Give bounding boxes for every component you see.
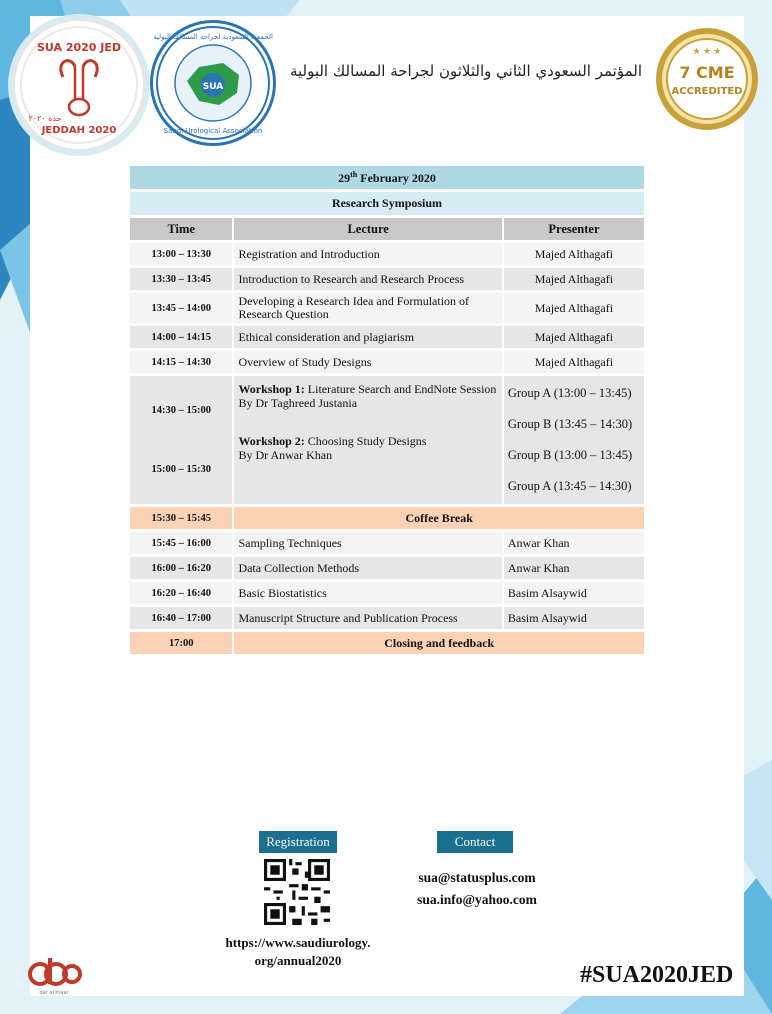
cme-number: 7 CME xyxy=(679,63,735,82)
saudi-urological-association-logo xyxy=(150,20,276,146)
session-presenter: Basim Alsaywid xyxy=(504,582,644,604)
session-time: 16:00 – 16:20 xyxy=(130,557,232,579)
column-header-lecture: Lecture xyxy=(234,218,501,240)
session-presenter: Majed Althagafi xyxy=(504,268,644,290)
session-lecture: Introduction to Research and Research Process xyxy=(234,268,501,290)
cme-seal xyxy=(654,26,760,132)
closing-time: 17:00 xyxy=(130,632,232,654)
session-lecture: Sampling Techniques xyxy=(234,532,501,554)
session-time: 15:45 – 16:00 xyxy=(130,532,232,554)
registration-button[interactable]: Registration xyxy=(259,831,337,853)
table-row xyxy=(130,351,644,373)
session-presenter: Majed Althagafi xyxy=(504,326,644,348)
workshop-row xyxy=(130,376,644,504)
sua-logo-top-text: SUA 2020 JED xyxy=(36,41,122,54)
closing-row xyxy=(130,632,644,654)
contact-email-2[interactable]: sua.info@yahoo.com xyxy=(417,892,537,907)
workshop-details xyxy=(234,376,501,504)
session-time: 14:00 – 14:15 xyxy=(130,326,232,348)
registration-url-line-1[interactable]: https://www.saudiurology. xyxy=(225,935,371,950)
workshop-1-instructor: By Dr Taghreed Justania xyxy=(238,396,358,410)
session-presenter: Anwar Khan xyxy=(504,532,644,554)
sua-logo-arabic-text: جدة ٢٠٢٠ xyxy=(28,114,62,123)
table-row xyxy=(130,243,644,265)
workshop-2 xyxy=(238,434,497,448)
workshop-1-title: Literature Search and EndNote Session xyxy=(304,382,497,396)
symposium-title: Research Symposium xyxy=(130,192,644,215)
sua-logo-bottom-text: JEDDAH 2020 xyxy=(41,125,117,136)
dm-logo xyxy=(26,952,82,996)
session-lecture: Registration and Introduction xyxy=(234,243,501,265)
dm-logo-tagline: dar al maar xyxy=(39,990,69,996)
date-row xyxy=(130,166,644,189)
coffee-break-row xyxy=(130,507,644,529)
date-day: 29 xyxy=(338,170,351,185)
session-presenter: Majed Althagafi xyxy=(504,351,644,373)
registration-url[interactable] xyxy=(200,934,396,970)
workshop-2-time: 15:00 – 15:30 xyxy=(151,464,211,475)
workshop-1 xyxy=(238,382,497,396)
cme-accredited-badge xyxy=(654,26,760,132)
column-header-time: Time xyxy=(130,218,232,240)
workshop-2-title: Choosing Study Designs xyxy=(304,434,427,448)
session-lecture: Ethical consideration and plagiarism xyxy=(234,326,501,348)
registration-url-line-2[interactable]: org/annual2020 xyxy=(254,953,342,968)
workshop-2-instructor: By Dr Anwar Khan xyxy=(238,448,333,462)
session-lecture: Developing a Research Idea and Formulation of Research Question xyxy=(234,293,501,323)
workshop-1-time: 14:30 – 15:00 xyxy=(151,405,211,416)
table-row xyxy=(130,293,644,323)
session-presenter: Anwar Khan xyxy=(504,557,644,579)
table-row xyxy=(130,607,644,629)
session-lecture: Manuscript Structure and Publication Process xyxy=(234,607,501,629)
table-row xyxy=(130,326,644,348)
association-emblem xyxy=(153,23,273,143)
contact-button[interactable]: Contact xyxy=(437,831,513,853)
session-presenter: Majed Althagafi xyxy=(504,243,644,265)
session-presenter: Majed Althagafi xyxy=(504,293,644,323)
association-arabic-text: الجمعية السعودية لجراحة المسالك البولية xyxy=(153,33,273,41)
workshop-group: Group A (13:00 – 13:45) xyxy=(507,386,632,400)
session-time: 16:20 – 16:40 xyxy=(130,582,232,604)
table-row xyxy=(130,582,644,604)
date-month-year: February 2020 xyxy=(357,170,436,185)
session-time: 13:45 – 14:00 xyxy=(130,293,232,323)
column-header-presenter: Presenter xyxy=(504,218,644,240)
workshop-group: Group B (13:00 – 13:45) xyxy=(507,448,633,462)
star-icon: ★ ★ ★ xyxy=(692,46,722,56)
session-lecture: Basic Biostatistics xyxy=(234,582,501,604)
coffee-break-label: Coffee Break xyxy=(234,507,644,529)
session-time: 13:30 – 13:45 xyxy=(130,268,232,290)
schedule-date xyxy=(130,166,644,189)
hashtag: #SUA2020JED xyxy=(580,962,734,988)
association-english-text: Saudi Urological Association xyxy=(163,127,263,135)
table-row xyxy=(130,268,644,290)
contact-email-1[interactable]: sua@statusplus.com xyxy=(418,870,536,885)
session-lecture: Overview of Study Designs xyxy=(234,351,501,373)
session-presenter: Basim Alsaywid xyxy=(504,607,644,629)
table-row xyxy=(130,532,644,554)
session-time: 16:40 – 17:00 xyxy=(130,607,232,629)
arabic-conference-title: المؤتمر السعودي الثاني والثلاثون لجراحة المسالك البولية xyxy=(289,62,642,80)
column-header-row xyxy=(130,218,644,240)
workshop-2-label: Workshop 2: xyxy=(238,434,305,448)
coffee-break-time: 15:30 – 15:45 xyxy=(130,507,232,529)
cme-label: ACCREDITED xyxy=(671,86,743,97)
session-time: 14:15 – 14:30 xyxy=(130,351,232,373)
registration-qr-code[interactable] xyxy=(264,859,330,925)
schedule-table xyxy=(128,163,646,657)
session-time: 13:00 – 13:30 xyxy=(130,243,232,265)
table-row xyxy=(130,557,644,579)
sua-logo-emblem xyxy=(15,21,143,149)
sua-2020-logo xyxy=(12,18,146,152)
association-center-text: SUA xyxy=(202,82,224,92)
workshop-1-label: Workshop 1: xyxy=(238,382,305,396)
symposium-row xyxy=(130,192,644,215)
workshop-group: Group A (13:45 – 14:30) xyxy=(507,479,632,493)
workshop-group: Group B (13:45 – 14:30) xyxy=(507,417,633,431)
closing-label: Closing and feedback xyxy=(234,632,644,654)
date-suffix: th xyxy=(350,169,358,179)
workshop-groups xyxy=(504,376,644,504)
session-lecture: Data Collection Methods xyxy=(234,557,501,579)
workshop-times xyxy=(130,376,232,504)
